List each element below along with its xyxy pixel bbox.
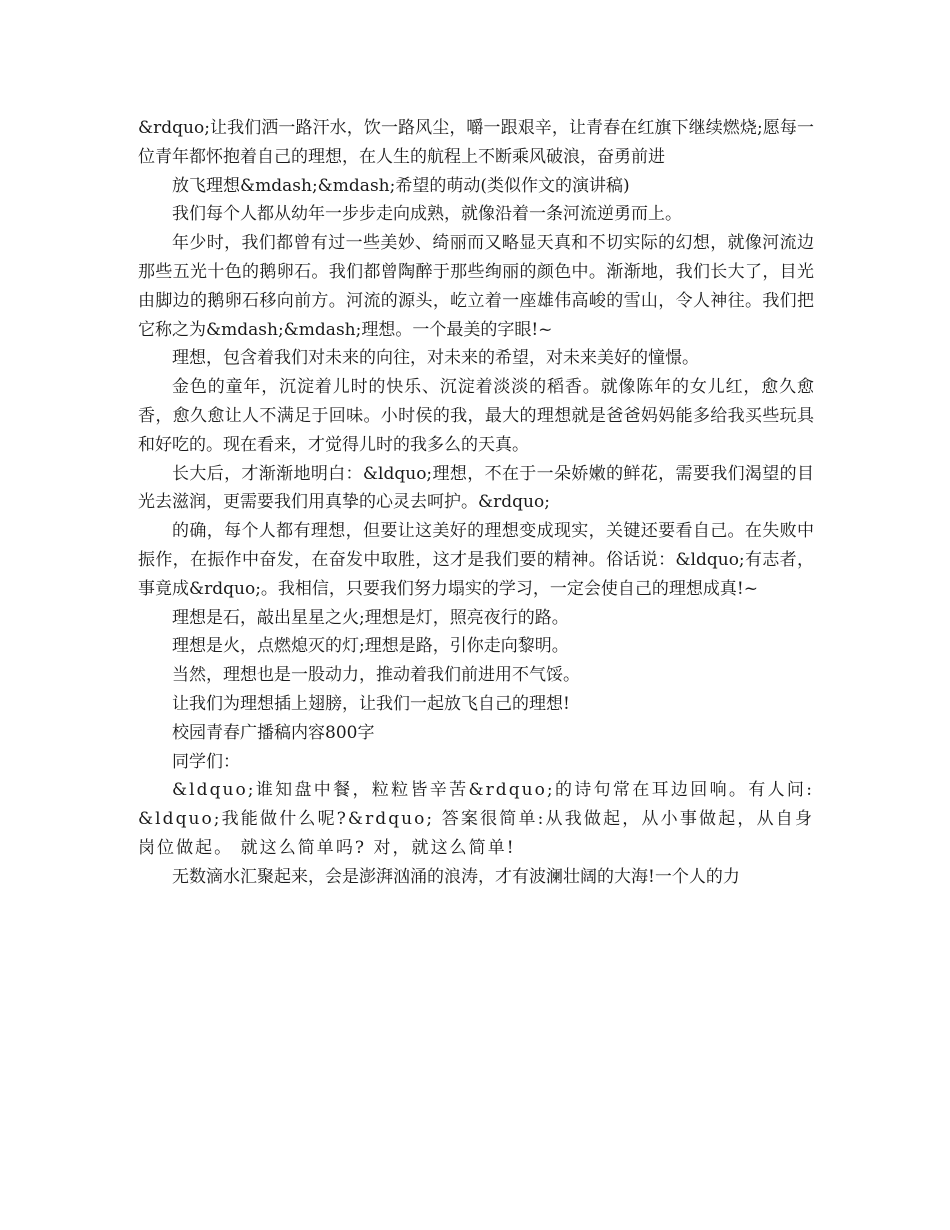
paragraph-4: 年少时，我们都曾有过一些美妙、绮丽而又略显天真和不切实际的幻想，就像河流边那些五光十色的鹅卵石。我们都曾陶醉于那些绚丽的颜色中。渐渐地，我们长大了，目光由脚边的鹅卵石移向前方。河流的源头，屹立着一座雄伟高峻的雪山，令人神往。我们把它称之为&mdash;&mdash;理想。一个最美的字眼!~ <box>138 233 814 340</box>
paragraph-5: 理想，包含着我们对未来的向往，对未来的希望，对未来美好的憧憬。 <box>172 348 699 369</box>
paragraph-2-title: 放飞理想&mdash;&mdash;希望的萌动(类似作文的演讲稿) <box>172 175 630 196</box>
paragraph-12: 让我们为理想插上翅膀，让我们一起放飞自己的理想! <box>172 693 570 714</box>
paragraph-8: 的确，每个人都有理想，但要让这美好的理想变成现实，关键还要看自己。在失败中振作，在振作中奋发，在奋发中取胜，这才是我们要的精神。俗话说：&ldquo;有志者，事竟成&rdquo;。我相信，只要我们努力塌实的学习，一定会使自己的理想成真!~ <box>138 521 814 599</box>
paragraph-7: 长大后，才渐渐地明白：&ldquo;理想，不在于一朵娇嫩的鲜花，需要我们渴望的目光去滋润，更需要我们用真挚的心灵去呵护。&rdquo; <box>138 463 814 513</box>
paragraph-10: 理想是火，点燃熄灭的灯;理想是路，引你走向黎明。 <box>172 636 569 657</box>
section-title: 校园青春广播稿内容800字 <box>172 722 375 743</box>
paragraph-15: &ldquo;谁知盘中餐，粒粒皆辛苦&rdquo;的诗句常在耳边回响。有人问:&ldquo;我能做什么呢?&rdquo; 答案很简单:从我做起，从小事做起，从自身岗位做起。 就这么简单吗? 对，就这么简单! <box>138 780 814 858</box>
paragraph-16: 无数滴水汇聚起来，会是澎湃汹涌的浪涛，才有波澜壮阔的大海!一个人的力 <box>172 866 740 887</box>
paragraph-1: &rdquo;让我们洒一路汗水，饮一路风尘，嚼一跟艰辛，让青春在红旗下继续燃烧;愿每一位青年都怀抱着自己的理想，在人生的航程上不断乘风破浪，奋勇前进 <box>138 118 814 167</box>
paragraph-6: 金色的童年，沉淀着儿时的快乐、沉淀着淡淡的稻香。就像陈年的女儿红，愈久愈香，愈久愈让人不满足于回味。小时侯的我，最大的理想就是爸爸妈妈能多给我买些玩具和好吃的。现在看来，才觉得儿时的我多么的天真。 <box>138 377 814 455</box>
paragraph-11: 当然，理想也是一股动力，推动着我们前进用不气馁。 <box>172 665 580 686</box>
paragraph-3: 我们每个人都从幼年一步步走向成熟，就像沿着一条河流逆勇而上。 <box>172 204 682 225</box>
document-body <box>138 114 814 892</box>
paragraph-9: 理想是石，敲出星星之火;理想是灯，照亮夜行的路。 <box>172 607 569 628</box>
salutation: 同学们： <box>172 751 240 772</box>
